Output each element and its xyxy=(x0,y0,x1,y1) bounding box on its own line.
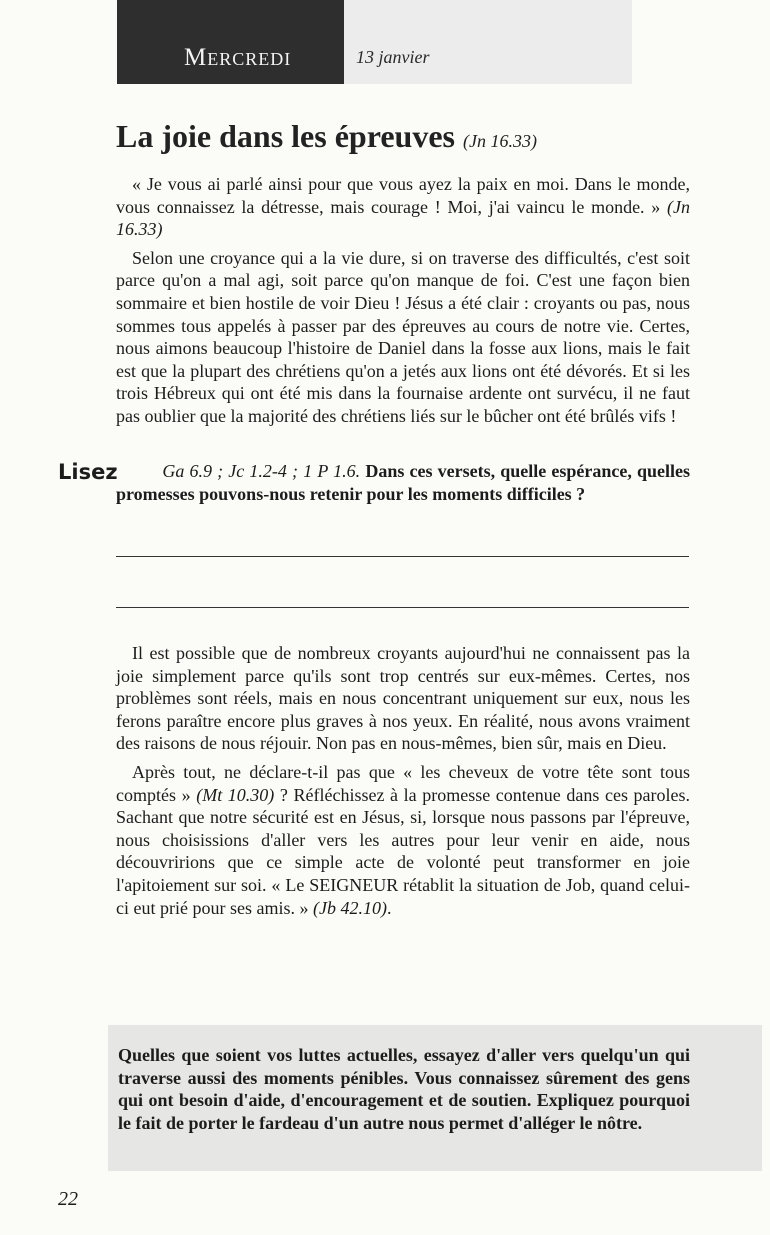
lisez-prompt xyxy=(116,460,690,505)
body-reference-mt: (Mt 10.30) xyxy=(196,784,275,805)
header-date: 13 janvier xyxy=(356,47,430,67)
body-paragraph-1: Il est possible que de nombreux croyants aujourd'hui ne connaissent pas la joie simplement parce qu'ils sont trop centrés sur eux-mêmes. Certes, nos problèmes sont réels, mais en nous concentrant uniquement sur eux, nous les ferons paraître encore plus graves à nos yeux. En réalité, nous avons vraiment des raisons de nous réjouir. Non pas en nous-mêmes, bien sûr, mais en Dieu. xyxy=(116,643,690,754)
intro-quote-reference: (Jn 16.33) xyxy=(116,196,691,240)
body-section xyxy=(116,642,690,925)
intro-paragraph: Selon une croyance qui a la vie dure, si on traverse des difficultés, c'est soit parce qu'on a mal agi, soit parce qu'on manque de foi. C'est une façon bien sommaire et bien hostile de voir Dieu ! Jésus a été clair : croyants ou pas, nous sommes tous appelés à passer par des épreuves au cours de notre vie. Certes, nous aimons beaucoup l'histoire de Daniel dans la fosse aux lions, mais le fait est que la plupart des chrétiens qu'on a jetés aux lions ont été dévorés. Et si les trois Hébreux qui ont été mis dans la fournaise ardente ont survécu, il ne faut pas oublier que la majorité des chrétiens liés sur le bûcher ont été brûlés vifs ! xyxy=(116,247,690,426)
answer-line-1[interactable] xyxy=(116,556,689,557)
page-title xyxy=(116,118,537,155)
body-paragraph-2-part-a: Après tout, ne déclare-t-il pas que « les cheveux de votre tête sont tous comptés » xyxy=(116,761,690,805)
answer-line-2[interactable] xyxy=(116,607,689,608)
header-date-band xyxy=(344,0,632,84)
callout-text: Quelles que soient vos luttes actuelles, essayez d'aller vers quelqu'un qui traverse aussi des moments pénibles. Vous connaissez sûrement des gens qui ont besoin d'aide, d'encouragement et de soutien. Expliquez pourquoi le fait de porter le fardeau d'un autre nous permet d'alléger le nôtre. xyxy=(118,1045,690,1133)
body-reference-jb: (Jb 42.10) xyxy=(312,897,387,918)
intro-section xyxy=(116,173,690,434)
lisez-label: Lisez xyxy=(58,460,118,484)
lisez-question: Dans ces versets, quelle espérance, quelles promesses pouvons-nous retenir pour les moments difficiles ? xyxy=(116,461,691,504)
intro-quote xyxy=(116,173,690,241)
body-paragraph-2-part-b: ? Réfléchissez à la promesse contenue dans ces paroles. Sachant que notre sécurité est en Jésus, si, lorsque nous passons par l'épreuve, nous choisissions d'aller vers les autres pour leur venir en aide, nous découvririons que ce simple acte de volonté peut transformer en joie l'apitoiement sur soi. « Le SEIGNEUR rétablit la situation de Job, quand celui-ci eut prié pour ses amis. » xyxy=(116,784,691,918)
body-paragraph-2 xyxy=(116,761,690,919)
header-day: Mercredi xyxy=(184,44,292,71)
title-reference: (Jn 16.33) xyxy=(462,131,537,151)
intro-quote-text: « Je vous ai parlé ainsi pour que vous ayez la paix en moi. Dans le monde, vous connaissez la détresse, mais courage ! Moi, j'ai vaincu le monde. » xyxy=(116,174,690,217)
title-main: La joie dans les épreuves xyxy=(116,118,455,154)
body-paragraph-2-end: . xyxy=(386,897,392,918)
lisez-references: Ga 6.9 ; Jc 1.2-4 ; 1 P 1.6. xyxy=(162,461,361,481)
page-number: 22 xyxy=(58,1188,78,1210)
